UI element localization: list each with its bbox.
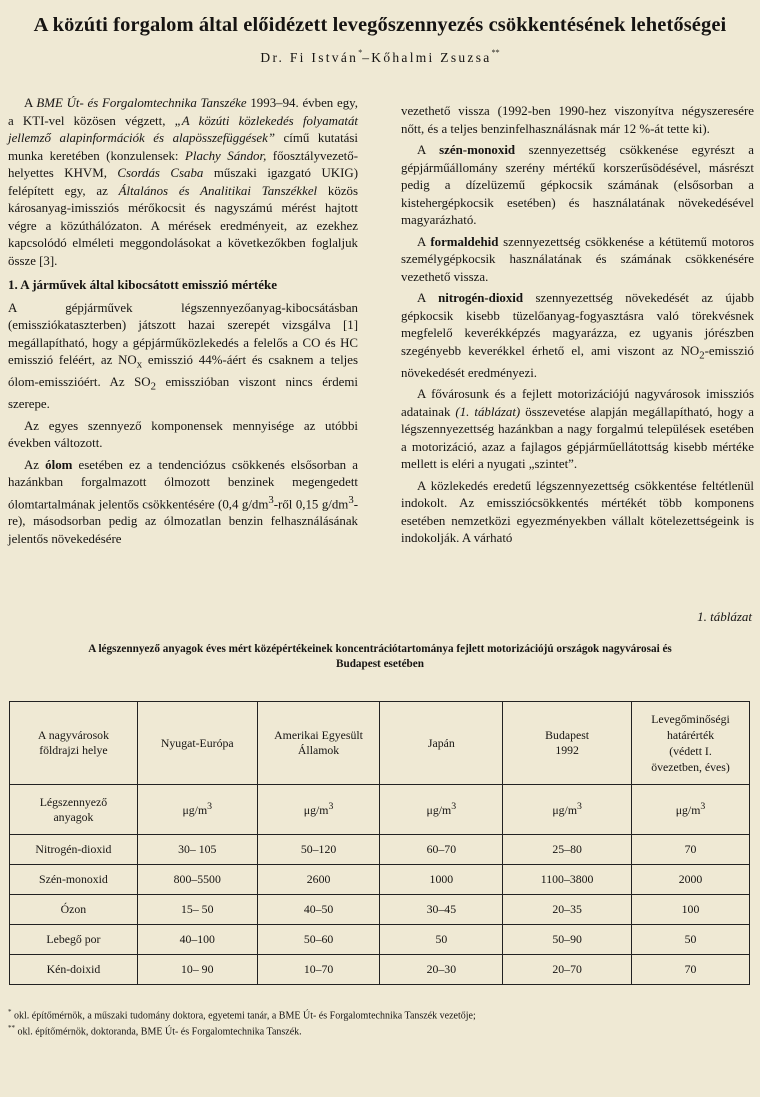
unit-text: μg/m	[303, 802, 329, 817]
unit-exponent: 3	[577, 801, 582, 813]
lead-exp-2: 3	[348, 493, 354, 506]
nox-subscript: x	[136, 358, 143, 371]
table-row	[10, 955, 750, 985]
intro-text-4: főosztályvezető-helyettes KHVM,	[8, 148, 358, 180]
value-japan: 20–30	[380, 955, 503, 985]
value-western-europe: 15– 50	[137, 895, 257, 925]
unit-row-label-line-1: Légszennyező	[39, 794, 108, 809]
co-text-1: A	[417, 143, 440, 157]
intro-paragraph	[8, 95, 358, 270]
right-column	[401, 103, 754, 552]
unit-exponent: 3	[700, 801, 706, 813]
unit-cell	[632, 785, 750, 835]
no2-text-3: -emisszió növekedését eredményezi.	[401, 343, 754, 380]
continued-paragraph: vezethető vissza (1992-ben 1990-hez viszonyítva négyszeresére nőtt, és a teljes benzinfelhasználásnak már 12 %-át tette ki).	[401, 104, 754, 136]
table-caption: 1. táblázat	[697, 609, 752, 624]
comparison-paragraph	[401, 386, 754, 474]
table-row	[10, 865, 750, 895]
value-western-europe: 30– 105	[137, 835, 257, 865]
emission-text-3: emisszióban viszont nincs érdemi szerepe.	[8, 375, 358, 412]
unit-cell	[503, 785, 632, 835]
header-western-europe: Nyugat-Európa	[137, 702, 257, 785]
value-usa: 2600	[257, 865, 380, 895]
intro-consultant-1: Plachy Sándor,	[184, 148, 267, 163]
value-budapest: 20–70	[503, 955, 632, 985]
no2-text-1: A	[417, 291, 439, 305]
intro-text-3: című kutatási munka keretében (konzulensek:	[8, 131, 358, 163]
value-usa: 50–60	[257, 925, 380, 955]
section-heading: 1. A járművek által kibocsátott emisszió mértéke	[8, 277, 277, 292]
value-western-europe: 800–5500	[137, 865, 257, 895]
table-title-line-2: Budapest esetében	[336, 657, 424, 670]
components-paragraph: Az egyes szennyező komponensek mennyisége az utóbbi években változott.	[8, 418, 358, 451]
formaldehyde-paragraph	[401, 234, 754, 287]
intro-project-title: „A közúti közlekedés folyamatát jellemző alapinformációk és alapösszefüggések”	[8, 113, 358, 145]
header-limit-line-4: övezetben, éves)	[651, 760, 730, 774]
unit-exponent: 3	[207, 801, 213, 813]
header-limit-line-2: határérték	[666, 728, 715, 742]
value-usa: 40–50	[257, 895, 380, 925]
table-title-line-1: A légszennyező anyagok éves mért középértékeinek koncentrációtartománya fejlett motorizációjú országok nagyvárosai és	[88, 643, 672, 655]
header-budapest	[503, 702, 632, 785]
author-2: Kőhalmi Zsuzsa	[371, 50, 492, 65]
header-budapest-line-2: 1992	[555, 743, 579, 757]
unit-cell	[137, 785, 257, 835]
footnote-1-text: okl. építőmérnök, a műszaki tudomány doktora, egyetemi tanár, a BME Út- és Forgalomtechnika Tanszék vezetője;	[14, 1010, 476, 1022]
pollutant-name: Nitrogén-dioxid	[10, 835, 138, 865]
header-limit	[632, 702, 750, 785]
co-text-2: szennyezettség csökkenése egyrészt a gépjárműállomány szerény mértékű korszerűsödésével, másrészt pedig a dízelüzemű gépkocsik számának (elsősorban a kistehergépkocsik esetében) és használatának növekedésével magyarázható.	[401, 143, 754, 227]
unit-text: μg/m	[182, 802, 208, 817]
table-unit-row	[10, 785, 750, 835]
lead-exp-1: 3	[268, 493, 274, 506]
pollutant-name: Lebegő por	[10, 925, 138, 955]
left-column	[8, 95, 358, 552]
pollutant-name: Szén-monoxid	[10, 865, 138, 895]
lead-paragraph	[8, 457, 358, 549]
value-budapest: 1100–3800	[503, 865, 632, 895]
table-row	[10, 925, 750, 955]
pollutant-name: Kén-doixid	[10, 955, 138, 985]
lead-text-3: -ről 0,15 g/dm	[273, 496, 349, 511]
value-usa: 50–120	[257, 835, 380, 865]
table-row	[10, 835, 750, 865]
table-row	[10, 895, 750, 925]
value-limit: 70	[632, 835, 750, 865]
value-japan: 30–45	[380, 895, 503, 925]
footnote-2	[8, 1022, 748, 1038]
author-2-mark: **	[491, 48, 500, 57]
header-limit-line-3: (védett I.	[669, 744, 712, 758]
article-title: A közúti forgalom által előidézett levegőszennyezés csökkentésének lehetőségei	[33, 14, 727, 36]
author-1-mark: *	[358, 48, 363, 57]
value-western-europe: 40–100	[137, 925, 257, 955]
author-separator: –	[362, 50, 372, 65]
intro-dept: BME Út- és Forgalomtechnika Tanszéke	[36, 96, 247, 110]
header-location	[10, 702, 138, 785]
formaldehyde-term: formaldehid	[430, 234, 499, 249]
header-location-line-2: földrajzi helye	[39, 743, 108, 757]
table-title	[20, 642, 740, 671]
header-usa-line-1: Amerikai Egyesült	[274, 728, 363, 742]
header-usa-line-2: Államok	[297, 743, 340, 757]
header-japan: Japán	[380, 702, 503, 785]
footnotes	[8, 1006, 748, 1039]
lead-text-1: Az	[24, 457, 46, 472]
co-paragraph	[401, 142, 754, 230]
value-japan: 50	[380, 925, 503, 955]
emission-text-2: emisszió 44%-áért és csaknem a teljes ólom-emisszióért. Az SO	[8, 353, 358, 390]
co-term: szén-monoxid	[439, 143, 516, 157]
lead-text-4: -re), másodsorban pedig az ólmozatlan benzin felhasználásának jelentős növekedésére	[8, 496, 358, 546]
author-1: Dr. Fi István	[260, 50, 359, 65]
intro-text-1: A	[24, 96, 37, 110]
header-usa	[257, 702, 380, 785]
so2-subscript: 2	[150, 380, 156, 393]
footnote-1-mark: *	[8, 1008, 12, 1016]
comparison-table-ref: (1. táblázat)	[455, 404, 521, 419]
no2-paragraph	[401, 290, 754, 382]
concentration-table	[9, 701, 750, 985]
table-header-row	[10, 702, 750, 785]
unit-exponent: 3	[328, 801, 334, 813]
unit-exponent: 3	[451, 801, 457, 813]
value-japan: 60–70	[380, 835, 503, 865]
unit-text: μg/m	[675, 802, 701, 817]
intro-text-2: 1993–94. évben egy, a KTI-vel közösen végzett,	[8, 96, 358, 128]
value-japan: 1000	[380, 865, 503, 895]
pollutant-name: Ózon	[10, 895, 138, 925]
header-budapest-line-1: Budapest	[545, 728, 590, 742]
no2-text-2: szennyezettség növekedését az újabb gépkocsik kisebb tüzelőanyag-fogyasztásra való törekvésnek megfelelő keverékképzés magyarázza, ez ugyanis jórészben szegényebb keverékkel érhető el, ami viszont az NO	[401, 291, 754, 358]
emission-text-1: A gépjárművek légszennyezőanyag-kibocsátásban (emissziókataszterben) játszott hazai szerepét vizsgálva [1] megállapítható, hogy a gépjárműközlekedés a felelős a CO és HC emisszió feléért, az NO	[8, 300, 358, 367]
value-western-europe: 10– 90	[137, 955, 257, 985]
unit-text: μg/m	[426, 802, 452, 817]
unit-text: μg/m	[552, 802, 578, 817]
footnote-2-mark: **	[8, 1024, 15, 1033]
reduction-paragraph: A közlekedés eredetű légszennyezettség csökkentése feltétlenül indokolt. Az emissziócsökkentés mértékét több komponens esetében nemzetközi egyezményekben vállalt kötelezettségeink is indokolják. A várható	[401, 478, 754, 546]
value-budapest: 20–35	[503, 895, 632, 925]
formaldehyde-text-2: szennyezettség csökkenése a kétütemű motoros személygépkocsik használatának és számának csökkenésére vezethető vissza.	[401, 234, 754, 284]
value-limit: 70	[632, 955, 750, 985]
author-line	[0, 48, 760, 66]
value-limit: 100	[632, 895, 750, 925]
intro-partner-dept: Általános és Analitikai Tanszékkel	[118, 183, 318, 198]
value-limit: 50	[632, 925, 750, 955]
no2-term: nitrogén-dioxid	[438, 291, 524, 305]
value-limit: 2000	[632, 865, 750, 895]
comparison-text-2: összevetése alapján megállapítható, hogy a légszennyezettség hazánkban a nagy forgalmú települések esetében a motorizáció, azaz a fajlagos gépjárműellátottság kisebb mértéke mellett is eléri a nyugati „szintet”.	[401, 404, 754, 472]
footnote-1	[8, 1006, 748, 1022]
formaldehyde-text-1: A	[417, 234, 431, 249]
intro-text-5: műszaki igazgató UKIG) felépített egy, az	[8, 166, 358, 198]
emission-paragraph	[8, 300, 358, 414]
value-budapest: 25–80	[503, 835, 632, 865]
lead-text-2: esetében ez a tendenciózus csökkenés elsősorban a hazánkban forgalmazott ólmozott benzinek megengedett ólomtartalmának jelentős csökkentésére (0,4 g/dm	[8, 457, 358, 511]
no2-subscript: 2	[699, 349, 705, 362]
footnote-2-text: okl. építőmérnök, doktoranda, BME Út- és Forgalomtechnika Tanszék.	[17, 1026, 302, 1038]
unit-row-label	[10, 785, 138, 835]
header-limit-line-1: Levegőminőségi	[651, 712, 730, 726]
value-budapest: 50–90	[503, 925, 632, 955]
unit-cell	[380, 785, 503, 835]
comparison-text-1: A fővárosunk és a fejlett motorizációjú nagyvárosok imissziós adatainak	[401, 387, 754, 419]
value-usa: 10–70	[257, 955, 380, 985]
unit-cell	[257, 785, 380, 835]
unit-row-label-line-2: anyagok	[53, 809, 94, 824]
lead-term: ólom	[45, 457, 73, 472]
header-location-line-1: A nagyvárosok	[37, 728, 109, 742]
intro-text-6: közös károsanyag-imissziós mérőkocsit és nagyszámú mérést hajtott végre a közúthálózaton. A mérések eredményeit, az ezekhez kapcsolódó elméleti meggondolásokat a következőkben foglaljuk össze [3].	[8, 183, 359, 268]
intro-consultant-2: Csordás Csaba	[117, 166, 204, 180]
